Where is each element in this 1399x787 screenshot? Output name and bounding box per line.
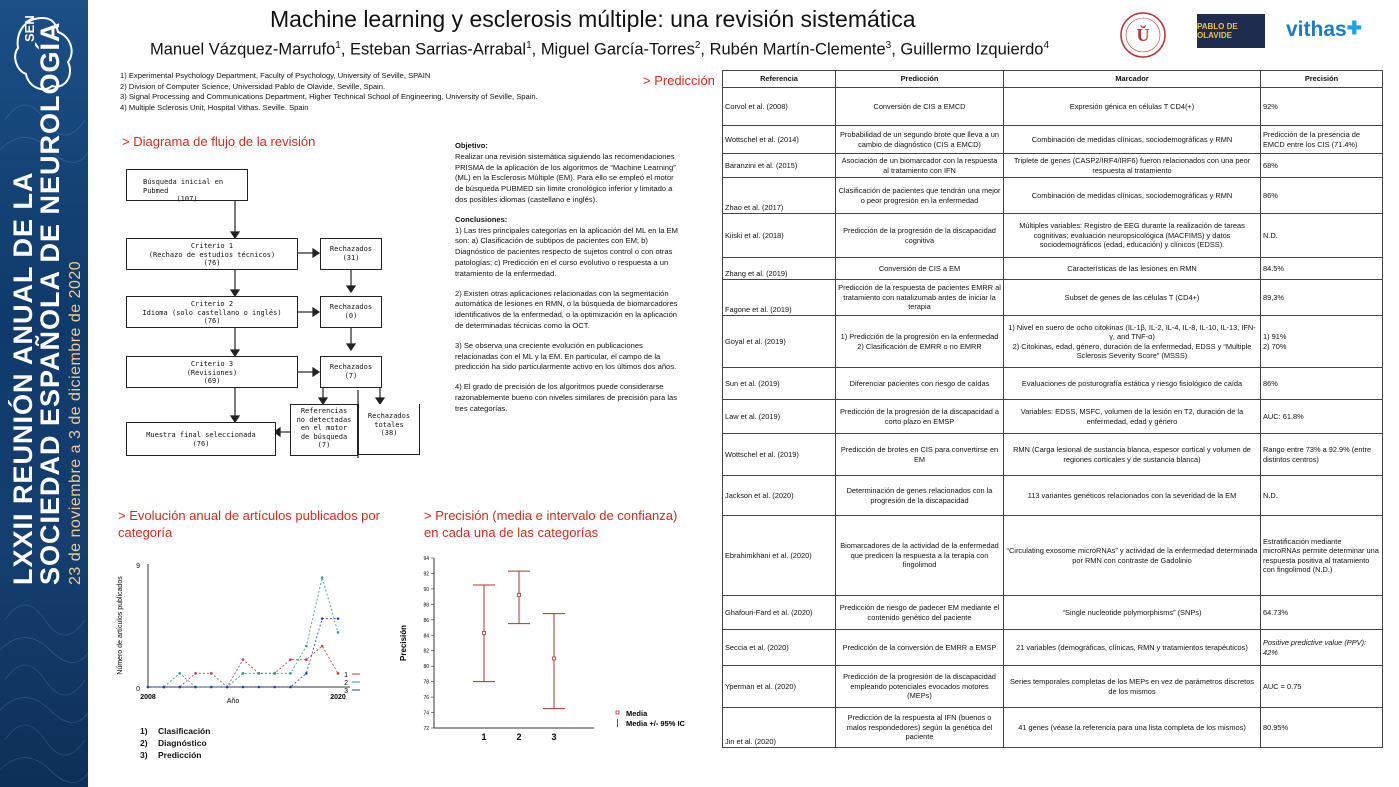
flow-text: (76) bbox=[192, 439, 210, 448]
table-cell: 86% bbox=[1261, 368, 1383, 400]
table-cell: Series temporales completas de los MEPs en vez de parámetros discretos de los mismos bbox=[1004, 666, 1261, 708]
flow-text: Búsqueda inicial en Pubmed bbox=[143, 178, 224, 195]
data-point bbox=[337, 617, 340, 620]
flow-box-total-rejected bbox=[358, 404, 420, 455]
legend-label: Media +/- 95% IC bbox=[626, 719, 685, 728]
x-tick-label: 2020 bbox=[330, 694, 346, 701]
flow-box-rejected-1 bbox=[320, 238, 382, 270]
category-label: Diagnóstico bbox=[158, 738, 207, 748]
column-header: Precisión bbox=[1261, 71, 1383, 88]
column-header: Referencia bbox=[723, 71, 836, 88]
x-axis-label: Año bbox=[226, 698, 240, 705]
y-tick-label: 88 bbox=[423, 602, 429, 609]
svg-text:Ŭ: Ŭ bbox=[1136, 25, 1150, 45]
table-cell: 89,3% bbox=[1261, 280, 1383, 316]
x-tick-label: 1 bbox=[481, 732, 487, 742]
flow-text: Criterio 3 bbox=[190, 360, 234, 368]
cross-icon: ✚ bbox=[1346, 18, 1362, 38]
table-row bbox=[723, 258, 1383, 280]
table-cell: Conversión de CIS a EMCD bbox=[836, 88, 1004, 126]
series-line-1 bbox=[148, 646, 338, 687]
category-label: Clasificación bbox=[158, 726, 211, 736]
data-point bbox=[258, 686, 261, 689]
table-cell: 1) Nivel en suero de ocho citokinas (IL-1β, IL-2, IL-4, IL-8, IL-10, IL-13, IFN-γ, and TNF-α) 2) Citokinas, edad, género, duración de la enfermedad, EDSS y “Multiple Sclerosis Severity Score” (MSSS) bbox=[1004, 316, 1261, 368]
table-cell: Conversión de CIS a EM bbox=[836, 258, 1004, 280]
column-header: Marcador bbox=[1004, 71, 1261, 88]
flow-text: Rechazados bbox=[367, 412, 411, 420]
table-cell: 21 variables (demográficas, clínicas, RMN y tratamientos terapéuticos) bbox=[1004, 630, 1261, 666]
mean-marker bbox=[483, 631, 486, 634]
table-cell: Zhang et al. (2019) bbox=[723, 258, 836, 280]
annual-publications-chart bbox=[108, 552, 368, 717]
table-cell: Predicción de la respuesta de pacientes EMRR al tratamiento con natalizumab antes de iniciar la terapia bbox=[836, 280, 1004, 316]
y-tick-label: 84 bbox=[423, 633, 429, 640]
y-tick-label: 0 bbox=[136, 686, 140, 693]
conference-line2: SOCIEDAD ESPAÑOLA DE NEUROLOGÍA bbox=[35, 21, 65, 585]
flow-text: Muestra final seleccionada bbox=[146, 431, 256, 439]
flow-text: (0) bbox=[344, 311, 358, 320]
table-row bbox=[723, 126, 1383, 154]
y-tick-label: 82 bbox=[423, 648, 429, 655]
legend-mean-marker bbox=[616, 711, 619, 714]
series-line-2 bbox=[148, 578, 338, 687]
table-cell: N.D. bbox=[1261, 476, 1383, 516]
conference-date: 23 de noviembre a 3 de diciembre de 2020 bbox=[67, 260, 84, 585]
data-point bbox=[178, 686, 181, 689]
data-point bbox=[305, 658, 308, 661]
table-cell: 1) Predicción de la progresión en la enfermedad 2) Clasificación de EMRR o no EMRR bbox=[836, 316, 1004, 368]
conference-title bbox=[10, 21, 85, 585]
flow-text: de búsqueda bbox=[300, 432, 348, 441]
flow-box-criterion-3 bbox=[126, 356, 298, 388]
section-title-evolution: > Evolución anual de artículos publicados por categoría bbox=[118, 508, 380, 540]
y-tick-label: 90 bbox=[423, 586, 429, 593]
conference-band bbox=[0, 0, 88, 787]
table-cell: Law et al. (2019) bbox=[723, 400, 836, 434]
flow-text: (Rechazo de estudios técnicos) bbox=[148, 250, 276, 259]
affiliation: 3) Signal Processing and Communications Department, Higher Technical School of Engineering, University of Seville, Spain. bbox=[120, 92, 538, 102]
author-name: Guillermo Izquierdo bbox=[900, 40, 1044, 59]
flow-box-initial-search bbox=[126, 169, 248, 201]
y-tick-label: 9 bbox=[136, 563, 140, 570]
table-cell: Predicción de la progresión de la discapacidad empleando potenciales evocados motores (MEPs) bbox=[836, 666, 1004, 708]
data-point bbox=[289, 686, 292, 689]
data-point bbox=[194, 672, 197, 675]
table-cell: 1) 91% 2) 70% bbox=[1261, 316, 1383, 368]
poster-title: Machine learning y esclerosis múltiple: una revisión sistemática bbox=[270, 6, 916, 32]
table-cell: Zhao et al. (2017) bbox=[723, 178, 836, 214]
table-row bbox=[723, 476, 1383, 516]
data-point bbox=[194, 686, 197, 689]
table-cell: Sun et al. (2019) bbox=[723, 368, 836, 400]
conclusion-item: 3) Se observa una creciente evolución en publicaciones relacionadas con el ML y la EM. En particular, el campo de la predicción ha sido particularmente activo en los últimos dos años. bbox=[455, 340, 677, 372]
table-cell: Corvol et al. (2008) bbox=[723, 88, 836, 126]
table-cell: Goyal et al. (2019) bbox=[723, 316, 836, 368]
precision-chart bbox=[394, 548, 694, 748]
data-point bbox=[242, 658, 245, 661]
flow-text: en el motor bbox=[300, 424, 348, 432]
author-affiliation-mark: 1 bbox=[335, 40, 341, 51]
table-row bbox=[723, 596, 1383, 630]
author-affiliation-mark: 1 bbox=[526, 40, 532, 51]
objective-title: Objetivo: bbox=[455, 141, 488, 150]
table-cell: Baranzini et al. (2015) bbox=[723, 154, 836, 178]
x-tick-label: 2008 bbox=[140, 694, 156, 701]
author-affiliation-mark: 2 bbox=[694, 40, 701, 51]
legend-label: 3 bbox=[344, 688, 348, 695]
table-cell: Ebrahimkhani et al. (2020) bbox=[723, 516, 836, 596]
affiliation: 4) Multiple Sclerosis Unit, Hospital Vithas. Seville. Spain bbox=[120, 102, 309, 112]
table-cell: 64.73% bbox=[1261, 596, 1383, 630]
data-point bbox=[258, 672, 261, 675]
table-cell: Asociación de un biomarcador con la respuesta al tratamiento con IFN bbox=[836, 154, 1004, 178]
table-cell: Jackson et al. (2020) bbox=[723, 476, 836, 516]
table-cell: Positive predictive value (PPV): 42% bbox=[1261, 630, 1383, 666]
table-row bbox=[723, 368, 1383, 400]
table-cell: Yperman et al. (2020) bbox=[723, 666, 836, 708]
category-item bbox=[140, 749, 210, 761]
data-point bbox=[226, 686, 229, 689]
table-cell: N.D. bbox=[1261, 214, 1383, 258]
flow-text: (107) bbox=[176, 195, 198, 203]
column-header: Predicción bbox=[836, 71, 1004, 88]
table-cell: Predicción de la respuesta al IFN (buenos o malos respondedores) según la genética del paciente bbox=[836, 708, 1004, 748]
table-cell: Diferenciar pacientes con riesgo de caídas bbox=[836, 368, 1004, 400]
y-tick-label: 86 bbox=[423, 617, 429, 624]
table-cell: AUC: 61.8% bbox=[1261, 400, 1383, 434]
table-row bbox=[723, 214, 1383, 258]
table-row bbox=[723, 280, 1383, 316]
author-name: Rubén Martín-Clemente bbox=[709, 40, 886, 59]
data-point bbox=[305, 672, 308, 675]
table-cell: Múltiples variables: Registro de EEG durante la realización de tareas cognitivas; evaluación neuropsicológica (MACFIMS) y datos sociodemográficos (edad, educación) y clínicos (EDSS). bbox=[1004, 214, 1261, 258]
category-number: 2) bbox=[140, 738, 148, 748]
flow-box-external-references bbox=[290, 404, 358, 456]
flow-text: totales bbox=[374, 420, 404, 429]
table-cell: 84.5% bbox=[1261, 258, 1383, 280]
table-cell: Fagone et al. (2019) bbox=[723, 280, 836, 316]
affiliation: 2) Division of Computer Science, Universidad Pablo de Olavide, Seville, Spain. bbox=[120, 81, 386, 91]
table-cell: Variables: EDSS, MSFC, volumen de la lesión en T2, duración de la enfermedad, edad y género bbox=[1004, 400, 1261, 434]
table-row bbox=[723, 316, 1383, 368]
table-cell: Características de las lesiones en RMN bbox=[1004, 258, 1261, 280]
y-tick-label: 76 bbox=[423, 695, 429, 702]
data-point bbox=[289, 672, 292, 675]
y-axis-label: Precisión bbox=[399, 624, 408, 662]
data-point bbox=[321, 645, 324, 648]
data-point bbox=[147, 686, 150, 689]
flow-text: Rechazados bbox=[329, 245, 373, 253]
author-name: Esteban Sarrias-Arrabal bbox=[350, 40, 527, 59]
flow-text: (76) bbox=[203, 317, 221, 325]
legend-label: Media bbox=[626, 709, 648, 718]
section-title-prediction: > Predicción bbox=[643, 73, 715, 88]
x-tick-label: 3 bbox=[551, 732, 557, 742]
table-cell: Seccia et al. (2020) bbox=[723, 630, 836, 666]
table-cell: Estratificación mediante microRNAs permite determinar una respuesta positiva al tratamiento con fingolimod (N.D.) bbox=[1261, 516, 1383, 596]
flow-text: Rechazados bbox=[329, 303, 373, 311]
category-number: 1) bbox=[140, 726, 148, 736]
table-cell: Predicción de brotes en CIS para convertirse en EM bbox=[836, 434, 1004, 476]
legend-label: 1 bbox=[344, 672, 348, 679]
data-point bbox=[210, 686, 213, 689]
y-tick-label: 72 bbox=[423, 726, 429, 732]
category-number: 3) bbox=[140, 750, 148, 760]
mean-marker bbox=[518, 594, 521, 597]
vithas-logo bbox=[1286, 18, 1362, 42]
author-list: Manuel Vázquez-Marrufo$^1$, Esteban Sarrias-Arrabal$^1$, Miguel García-Torres$^2$, Rubén Martín-Clemente$^3$, Guillermo Izquierdo$^4$ bbox=[150, 40, 1050, 59]
conclusion-item: 2) Existen otras aplicaciones relacionadas con la segmentación automática de lesiones en RMN, o la búsqueda de biomarcadores identificativos de la enfermedad, o la optimización en la aplicación de determinadas técnicas como la OCT. bbox=[455, 288, 678, 330]
author-name: Manuel Vázquez-Marrufo bbox=[150, 40, 336, 59]
table-cell: Predicción de riesgo de padecer EM mediante el contenido genético del paciente bbox=[836, 596, 1004, 630]
table-cell: 80.95% bbox=[1261, 708, 1383, 748]
table-cell: Ghafouri-Fard et al. (2020) bbox=[723, 596, 836, 630]
data-point bbox=[242, 672, 245, 675]
table-cell: Combinación de medidas clínicas, sociodemográficas y RMN bbox=[1004, 126, 1261, 154]
flow-text: Rechazados bbox=[329, 363, 373, 371]
table-cell: Evaluaciones de posturografía estática y riesgo fisiológico de caída bbox=[1004, 368, 1261, 400]
conclusions-title: Conclusiones: bbox=[455, 214, 508, 224]
table-row bbox=[723, 434, 1383, 476]
prisma-flow-diagram bbox=[118, 160, 428, 460]
table-row bbox=[723, 708, 1383, 748]
flow-text: (7) bbox=[344, 371, 358, 380]
table-cell: Kiiski et al. (2018) bbox=[723, 214, 836, 258]
flow-text: (31) bbox=[342, 253, 360, 262]
table-cell: Probabilidad de un segundo brote que lleva a un cambio de diagnóstico (CIS a EMCD) bbox=[836, 126, 1004, 154]
table-row bbox=[723, 178, 1383, 214]
data-point bbox=[273, 686, 276, 689]
flow-box-rejected-2 bbox=[320, 296, 382, 328]
table-cell: 86% bbox=[1261, 178, 1383, 214]
data-point bbox=[210, 672, 213, 675]
section-title-flow: > Diagrama de flujo de la revisión bbox=[122, 134, 316, 149]
author-affiliation-mark: 4 bbox=[1043, 40, 1050, 51]
data-point bbox=[337, 672, 340, 675]
table-cell: Wottschel et al. (2019) bbox=[723, 434, 836, 476]
flow-box-final-sample bbox=[126, 422, 276, 456]
table-cell: Wottschel et al. (2014) bbox=[723, 126, 836, 154]
data-point bbox=[337, 631, 340, 634]
data-point bbox=[289, 658, 292, 661]
affiliation: 1) Experimental Psychology Department, Faculty of Psychology, University of Seville, SPAIN bbox=[120, 71, 431, 80]
table-cell: Subset de genes de las células T (CD4+) bbox=[1004, 280, 1261, 316]
data-point bbox=[242, 686, 245, 689]
data-point bbox=[163, 686, 166, 689]
author-affiliation-mark: 3 bbox=[885, 40, 892, 51]
table-cell: Predicción de la progresión de la discapacidad cognitiva bbox=[836, 214, 1004, 258]
y-tick-label: 80 bbox=[423, 664, 429, 671]
table-row bbox=[723, 400, 1383, 434]
table-cell: Rango entre 73% a 92.9% (entre distintos centros) bbox=[1261, 434, 1383, 476]
data-point bbox=[178, 672, 181, 675]
table-cell: 113 variantes genéticos relacionados con la severidad de la EM bbox=[1004, 476, 1261, 516]
data-point bbox=[305, 645, 308, 648]
flow-text: (38) bbox=[380, 429, 398, 437]
flow-box-rejected-3 bbox=[320, 356, 382, 388]
y-axis-label: Número de artículos publicados bbox=[117, 576, 124, 675]
table-row bbox=[723, 88, 1383, 126]
flow-box-criterion-2 bbox=[126, 296, 298, 328]
x-tick-label: 2 bbox=[516, 732, 522, 742]
table-cell: “Single nucleotide polymorphisms” (SNPs) bbox=[1004, 596, 1261, 630]
table-cell: 92% bbox=[1261, 88, 1383, 126]
table-cell: 68% bbox=[1261, 154, 1383, 178]
author-name: Miguel García-Torres bbox=[540, 40, 695, 59]
table-cell: Predicción de la conversión de EMRR a EMSP bbox=[836, 630, 1004, 666]
vithas-logo-text: vithas bbox=[1286, 18, 1347, 41]
table-cell: AUC = 0.75 bbox=[1261, 666, 1383, 708]
table-row bbox=[723, 516, 1383, 596]
table-cell: Expresión génica en células T CD4(+) bbox=[1004, 88, 1261, 126]
y-tick-label: 94 bbox=[423, 556, 429, 562]
sen-logo-text: SEN bbox=[22, 15, 37, 42]
y-tick-label: 92 bbox=[423, 571, 429, 578]
pablo-olavide-logo: PABLO DE OLAVIDE bbox=[1197, 14, 1265, 48]
y-tick-label: 78 bbox=[423, 679, 429, 686]
objective-text: Realizar una revisión sistemática siguiendo las recomendaciones PRISMA de la aplicación de los algoritmos de “Machine Learning” (ML) en la Esclerosis Múltiple (EM). Para ello se empleó el motor de búsqueda PUBMED sin límite cronológico inferior y limitado a dos posibles idiomas (castellano e inglés). bbox=[455, 151, 676, 204]
series-line-3 bbox=[148, 619, 338, 687]
objective-block bbox=[455, 141, 683, 424]
flow-text: no detectadas bbox=[296, 415, 352, 424]
section-title-precision: > Precisión (media e intervalo de confianza) en cada una de las categorías bbox=[424, 508, 678, 540]
conclusion-item: 1) Las tres principales categorías en la aplicación del ML en la EM son: a) Clasificación de subtipos de pacientes con EM; b) Diagnóstico de pacientes respecto de sujetos control o con otras patologías; c) Predicción en el curso evolutivo o respuesta a un tratamiento de la enfermedad. bbox=[455, 225, 679, 278]
table-row bbox=[723, 666, 1383, 708]
university-seville-logo-icon bbox=[1110, 10, 1176, 60]
legend-label: 2 bbox=[344, 680, 348, 687]
category-item bbox=[140, 725, 210, 737]
flow-text: Criterio 2 bbox=[190, 300, 234, 308]
flow-text: (69) bbox=[203, 377, 221, 385]
data-point bbox=[321, 576, 324, 579]
table-cell: Triplete de genes (CASP2/IRF4/IRF6) fueron relacionados con una peor respuesta al tratamiento bbox=[1004, 154, 1261, 178]
flow-text: (76) bbox=[203, 259, 221, 267]
data-point bbox=[321, 617, 324, 620]
data-point bbox=[273, 672, 276, 675]
table-cell: “Circulating exosome microRNAs” y actividad de la enfermedad determinada por RMN con contraste de Gadolinio bbox=[1004, 516, 1261, 596]
table-header-row bbox=[723, 71, 1383, 88]
table-cell: RMN (Carga lesional de sustancia blanca, espesor cortical y volumen de regiones corticales y de sustancia blanca) bbox=[1004, 434, 1261, 476]
table-cell: Predicción de la progresión de la discapacidad a corto plazo en EMSP bbox=[836, 400, 1004, 434]
conclusion-item: 4) El grado de precisión de los algoritmos puede considerarse razonablemente bueno con niveles similares de precisión para las tres categorías. bbox=[455, 382, 678, 413]
flow-text: (Revisiones) bbox=[186, 368, 238, 377]
table-cell: Determinación de genes relacionados con la progresión de la discapacidad bbox=[836, 476, 1004, 516]
table-cell: Clasificación de pacientes que tendrán una mejor o peor progresión en la enfermedad bbox=[836, 178, 1004, 214]
table-cell: Jin et al. (2020) bbox=[723, 708, 836, 748]
y-tick-label: 74 bbox=[423, 710, 429, 717]
flow-box-criterion-1 bbox=[126, 238, 298, 270]
table-cell: Biomarcadores de la actividad de la enfermedad que predicen la respuesta a la terapia con fingolimod bbox=[836, 516, 1004, 596]
flow-text: Referencias bbox=[300, 407, 348, 415]
table-cell: Predicción de la presencia de EMCD entre los CIS (71.4%) bbox=[1261, 126, 1383, 154]
category-item bbox=[140, 737, 210, 749]
affiliations bbox=[120, 71, 538, 113]
category-label: Predicción bbox=[158, 750, 202, 760]
conference-line1: LXXII REUNIÓN ANUAL DE LA bbox=[8, 171, 38, 585]
flow-text: Criterio 1 bbox=[190, 242, 234, 250]
mean-marker bbox=[553, 657, 556, 660]
table-row bbox=[723, 154, 1383, 178]
flow-text: (7) bbox=[317, 441, 331, 449]
table-cell: Combinación de medidas clínicas, sociodemográficas y RMN bbox=[1004, 178, 1261, 214]
flow-text: Idioma (solo castellano o inglés) bbox=[142, 308, 282, 317]
prediction-table bbox=[722, 70, 1383, 748]
table-cell: 41 genes (véase la referencia para una lista completa de los mismos) bbox=[1004, 708, 1261, 748]
table-row bbox=[723, 630, 1383, 666]
categories-legend bbox=[140, 725, 210, 761]
